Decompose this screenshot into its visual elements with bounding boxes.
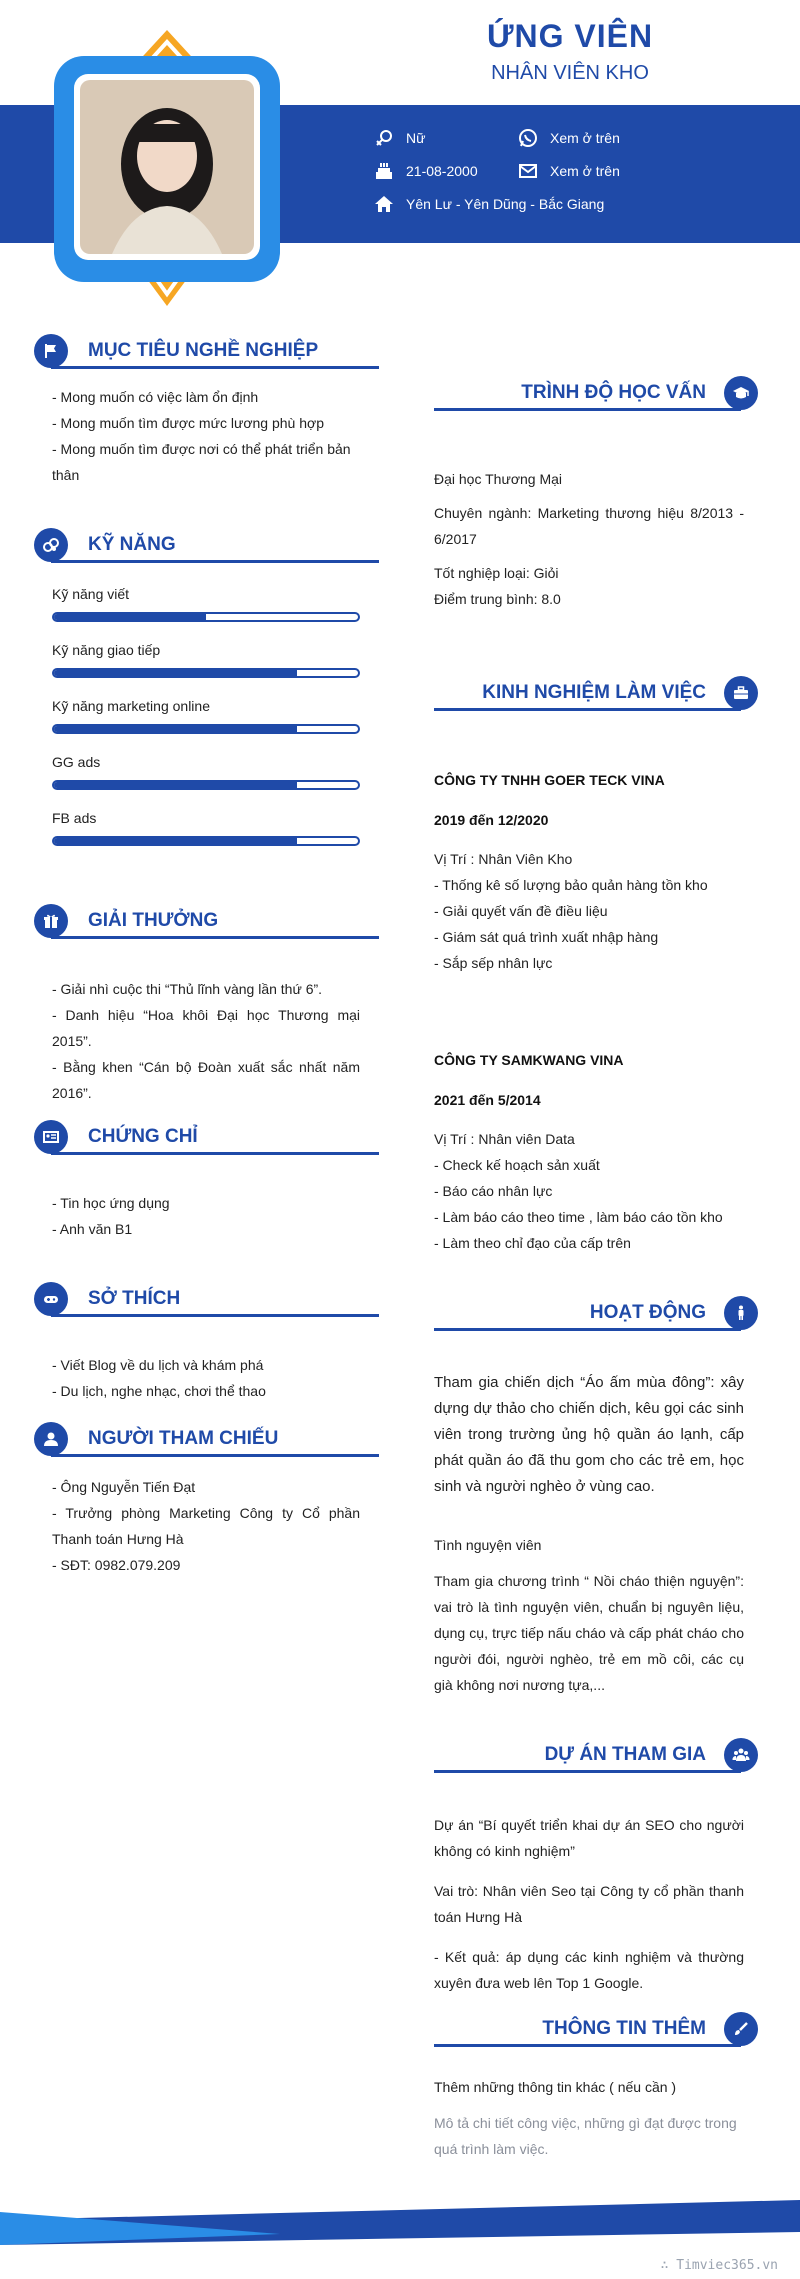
skill-bar xyxy=(52,612,360,622)
skill-name: Kỹ năng viết xyxy=(52,586,130,602)
education-title: TRÌNH ĐỘ HỌC VẤN xyxy=(521,382,706,403)
projects-paragraph-2: Vai trò: Nhân viên Seo tại Công ty cổ phần thanh toán Hưng Hà xyxy=(434,1883,744,1925)
job-line: - Thống kê số lượng bảo quản hàng tồn kho xyxy=(434,877,708,893)
dob-text: 21-08-2000 xyxy=(406,163,478,179)
contact1-text[interactable]: Xem ở trên xyxy=(550,130,620,146)
activities-heading xyxy=(434,1296,758,1332)
skill-name: Kỹ năng marketing online xyxy=(52,698,210,714)
hobbies-heading xyxy=(34,1282,379,1318)
projects-paragraph-1: Dự án “Bí quyết triển khai dự án SEO cho người không có kinh nghiệm” xyxy=(434,1817,744,1859)
gift-icon xyxy=(34,904,68,938)
footer-wave xyxy=(0,2190,800,2260)
gender-info xyxy=(374,128,425,148)
job-company: CÔNG TY SAMKWANG VINA xyxy=(434,1052,624,1068)
profile-photo-frame xyxy=(52,28,282,308)
experience-title: KINH NGHIỆM LÀM VIỆC xyxy=(482,682,706,703)
whatsapp-icon xyxy=(518,128,538,148)
objective-title: MỤC TIÊU NGHỀ NGHIỆP xyxy=(88,340,319,361)
job-line: - Giám sát quá trình xuất nhập hàng xyxy=(434,929,659,945)
gender-text: Nữ xyxy=(406,130,426,146)
objective-line: - Mong muốn tìm được nơi có thể phát triển bản thân xyxy=(52,441,351,483)
awards-text xyxy=(52,976,360,1106)
job-period: 2019 đến 12/2020 xyxy=(434,812,549,828)
skills-heading xyxy=(34,528,379,564)
skill-bar xyxy=(52,836,360,846)
gamepad-icon xyxy=(34,1282,68,1316)
activities-subheading: Tình nguyện viên xyxy=(434,1537,542,1553)
education-text xyxy=(434,466,744,612)
hobby-line: - Viết Blog về du lịch và khám phá xyxy=(52,1357,264,1373)
references-title: NGƯỜI THAM CHIẾU xyxy=(88,1428,279,1449)
job-line: - Sắp sếp nhân lực xyxy=(434,955,553,971)
certificates-title: CHỨNG CHỈ xyxy=(88,1126,198,1147)
job-company: CÔNG TY TNHH GOER TECK VINA xyxy=(434,772,665,788)
objective-line: - Mong muốn có việc làm ổn định xyxy=(52,389,259,405)
watermark-text: Timviec365.vn xyxy=(676,2258,778,2273)
hobby-line: - Du lịch, nghe nhạc, chơi thể thao xyxy=(52,1383,266,1399)
job-line: Vị Trí : Nhân Viên Kho xyxy=(434,851,573,867)
job-line: - Báo cáo nhân lực xyxy=(434,1183,553,1199)
award-line: - Bằng khen “Cán bộ Đoàn xuất sắc nhất năm 2016”. xyxy=(52,1059,360,1101)
awards-title: GIẢI THƯỞNG xyxy=(88,910,219,931)
skill-fill xyxy=(54,782,297,788)
contact2-info xyxy=(518,161,620,181)
job-line: - Giải quyết vấn đề điều liệu xyxy=(434,903,608,919)
user-icon xyxy=(34,1422,68,1456)
skills-icon xyxy=(34,528,68,562)
references-text xyxy=(52,1474,360,1578)
job-line: Vị Trí : Nhân viên Data xyxy=(434,1131,575,1147)
candidate-position: NHÂN VIÊN KHO xyxy=(491,62,649,84)
person-icon xyxy=(724,1296,758,1330)
certificate-line: - Anh văn B1 xyxy=(52,1221,133,1237)
hobbies-title: SỞ THÍCH xyxy=(88,1288,181,1309)
extra-heading xyxy=(434,2012,758,2048)
certificates-heading xyxy=(34,1120,379,1156)
address-text: Yên Lư - Yên Dũng - Bắc Giang xyxy=(406,196,605,212)
job-line: - Làm báo cáo theo time , làm báo cáo tồn kho xyxy=(434,1209,723,1225)
candidate-name: ỨNG VIÊN xyxy=(486,18,654,54)
education-major: Chuyên ngành: Marketing thương hiệu 8/2013 - 6/2017 xyxy=(434,505,744,547)
activities-title: HOẠT ĐỘNG xyxy=(589,1302,706,1323)
experience-heading xyxy=(434,676,758,712)
education-school: Đại học Thương Mại xyxy=(434,471,563,487)
hobbies-text xyxy=(52,1352,360,1404)
objective-heading xyxy=(34,334,379,370)
certificate-icon xyxy=(34,1120,68,1154)
extra-paragraph-1: Thêm những thông tin khác ( nếu cần ) xyxy=(434,2079,677,2095)
contact2-text[interactable]: Xem ở trên xyxy=(550,163,620,179)
flag-icon xyxy=(34,334,68,368)
education-gpa: Điểm trung bình: 8.0 xyxy=(434,591,561,607)
contact1-info xyxy=(518,128,620,148)
briefcase-icon xyxy=(724,676,758,710)
projects-paragraph-3: - Kết quả: áp dụng các kinh nghiệm và thường xuyên đưa web lên Top 1 Google. xyxy=(434,1949,744,1991)
skill-name: Kỹ năng giao tiếp xyxy=(52,642,161,658)
skill-fill xyxy=(54,614,206,620)
skill-bar xyxy=(52,724,360,734)
birthday-cake-icon xyxy=(374,161,394,181)
skill-fill xyxy=(54,838,297,844)
address-info xyxy=(374,194,604,214)
skill-fill xyxy=(54,726,297,732)
award-line: - Giải nhì cuộc thi “Thủ lĩnh vàng lần thứ 6”. xyxy=(52,981,323,997)
certificates-text xyxy=(52,1190,360,1242)
skill-bar xyxy=(52,780,360,790)
dob-info xyxy=(374,161,478,181)
reference-line: - Ông Nguyễn Tiến Đạt xyxy=(52,1479,196,1495)
job-details xyxy=(434,846,744,976)
job-line: - Check kế hoạch sản xuất xyxy=(434,1157,600,1173)
job-period: 2021 đến 5/2014 xyxy=(434,1092,541,1108)
home-icon xyxy=(374,194,394,214)
reference-line: - Trưởng phòng Marketing Công ty Cổ phần Thanh toán Hưng Hà xyxy=(52,1505,360,1547)
education-heading xyxy=(434,376,758,412)
references-heading xyxy=(34,1422,379,1458)
skill-bar xyxy=(52,668,360,678)
activities-paragraph-2: Tham gia chương trình “ Nồi cháo thiện nguyện”: vai trò là tình nguyện viên, chuẩn bị nguyên liệu, dụng cụ, trực tiếp nấu cháo và cấp phát cháo cho người đói, người nghèo, trẻ em mồ côi, các cụ già không nơi nương tựa,... xyxy=(434,1573,744,1693)
gender-icon xyxy=(374,128,394,148)
watermark: ∴ Timviec365.vn xyxy=(660,2258,778,2273)
envelope-icon xyxy=(518,161,538,181)
activities-paragraph-1: Tham gia chiến dịch “Áo ấm mùa đông”: xây dựng dự thảo cho chiến dịch, kêu gọi các sinh viên trong trường ủng hộ quần áo lạnh, cấp phát quần áo đã thu gom cho các trẻ em, học sinh và người nghèo ở vùng cao. xyxy=(434,1374,744,1495)
skill-name: FB ads xyxy=(52,810,97,826)
education-grade: Tốt nghiệp loại: Giỏi xyxy=(434,565,559,581)
awards-heading xyxy=(34,904,379,940)
job-line: - Làm theo chỉ đạo của cấp trên xyxy=(434,1235,631,1251)
certificate-line: - Tin học ứng dụng xyxy=(52,1195,170,1211)
skill-name: GG ads xyxy=(52,754,101,770)
extra-title: THÔNG TIN THÊM xyxy=(542,2018,706,2039)
projects-title: DỰ ÁN THAM GIA xyxy=(544,1744,706,1765)
objective-text xyxy=(52,384,360,488)
job-details xyxy=(434,1126,744,1256)
graduation-cap-icon xyxy=(724,376,758,410)
skills-title: KỸ NĂNG xyxy=(88,534,176,555)
skill-fill xyxy=(54,670,297,676)
paint-brush-icon xyxy=(724,2012,758,2046)
projects-heading xyxy=(434,1738,758,1774)
objective-line: - Mong muốn tìm được mức lương phù hợp xyxy=(52,415,324,431)
reference-line: - SĐT: 0982.079.209 xyxy=(52,1557,181,1573)
users-icon xyxy=(724,1738,758,1772)
extra-paragraph-2: Mô tả chi tiết công việc, những gì đạt được trong quá trình làm việc. xyxy=(434,2115,737,2157)
award-line: - Danh hiệu “Hoa khôi Đại học Thương mại 2015”. xyxy=(52,1007,360,1049)
